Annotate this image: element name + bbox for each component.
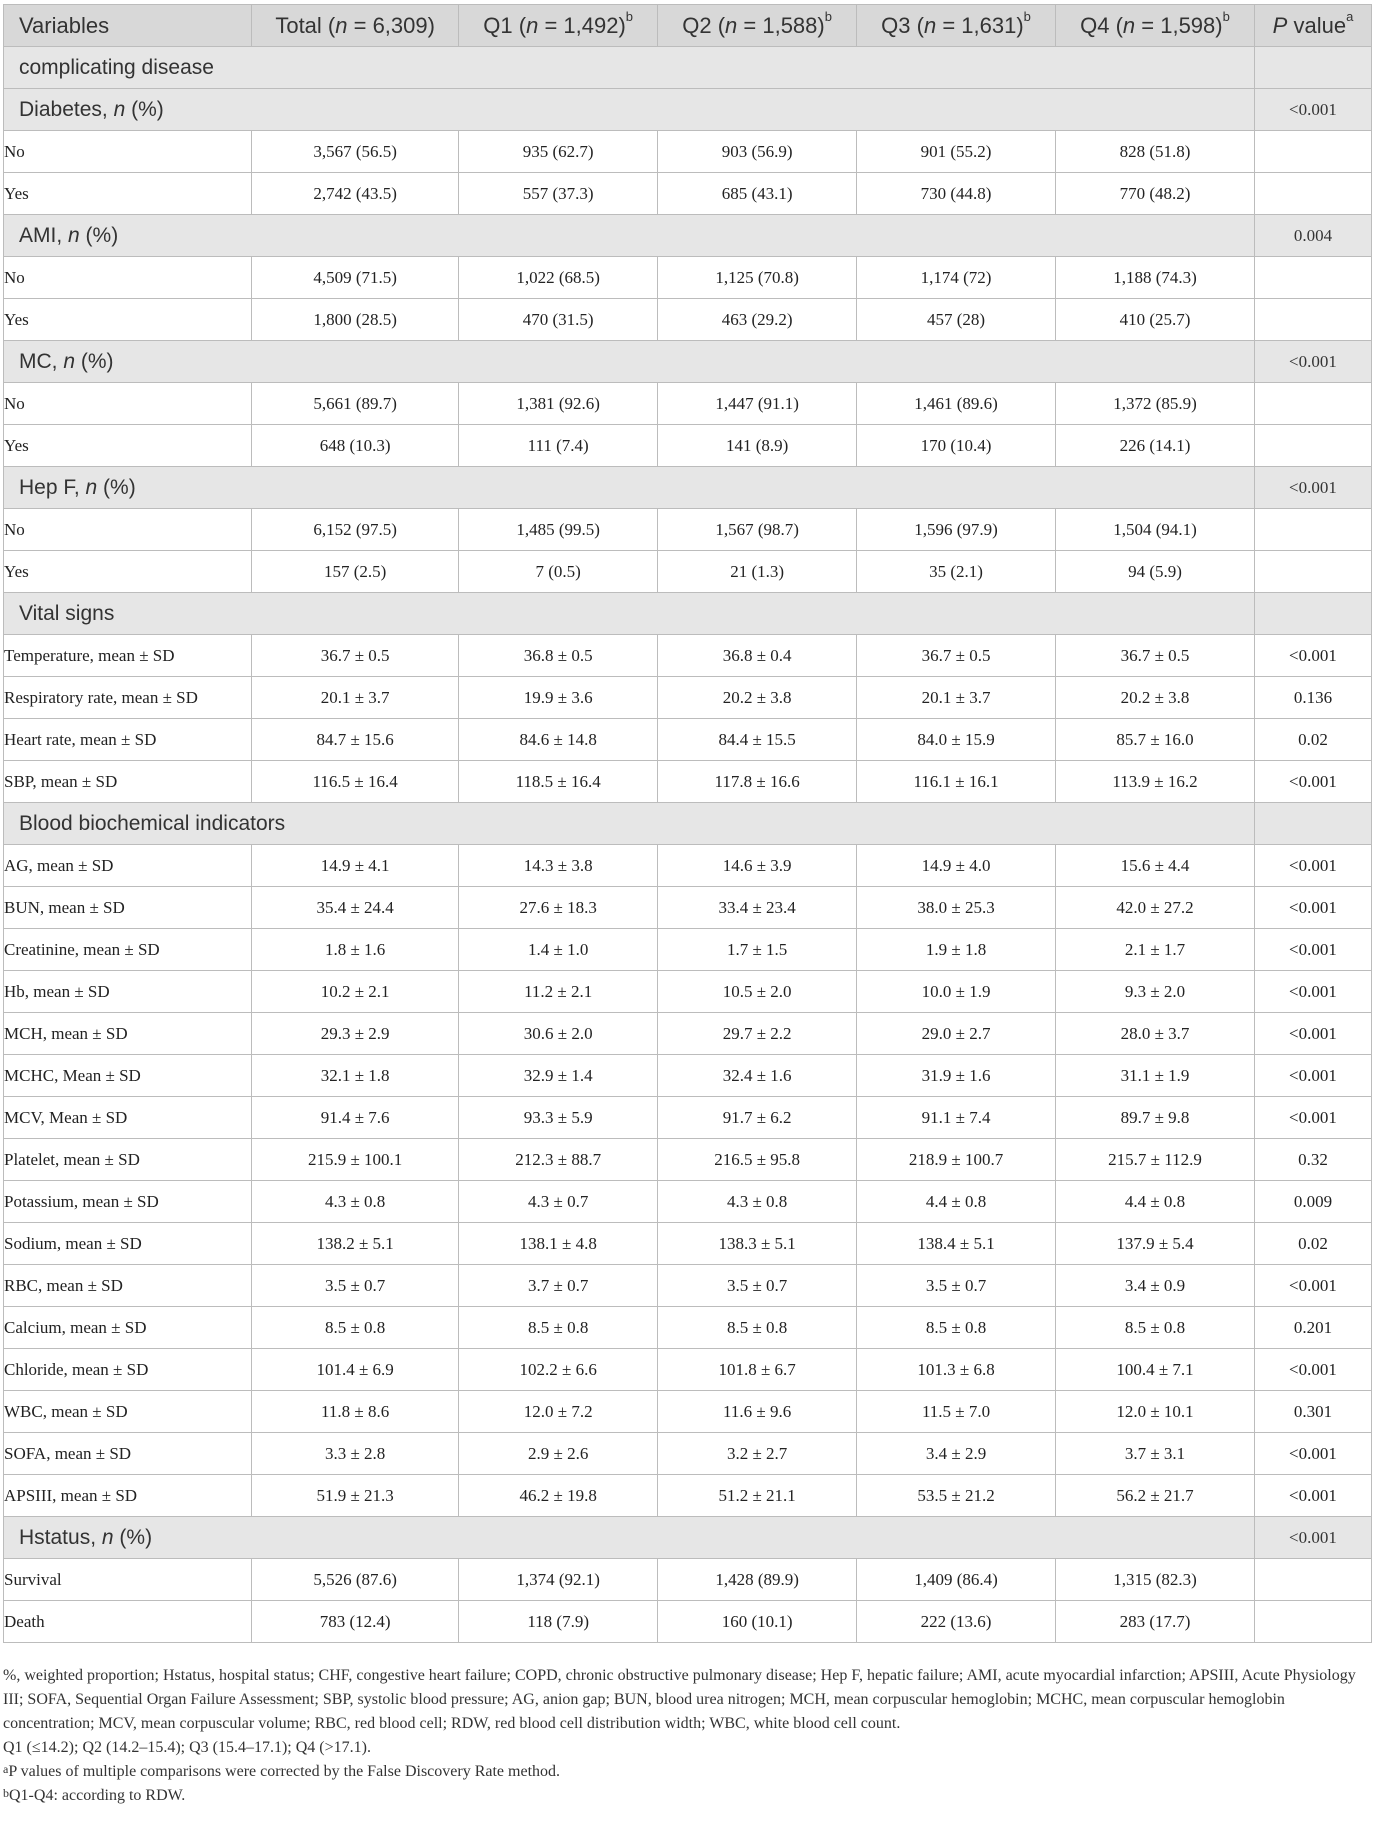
table-cell: 216.5 ± 95.8: [658, 1139, 857, 1181]
p-value-cell: [1254, 131, 1371, 173]
row-label: Calcium, mean ± SD: [4, 1307, 252, 1349]
p-value-cell: 0.02: [1254, 1223, 1371, 1265]
table-cell: 15.6 ± 4.4: [1056, 845, 1255, 887]
footnote-a: $^a$P values of multiple comparisons were corrected by the False Discovery Rate method.: [3, 1762, 561, 1780]
table-cell: 4.4 ± 0.8: [1056, 1181, 1255, 1223]
table-row: [4, 845, 1372, 887]
row-label: No: [4, 257, 252, 299]
table-cell: 8.5 ± 0.8: [252, 1307, 459, 1349]
table-cell: 6,152 (97.5): [252, 509, 459, 551]
table-cell: 5,526 (87.6): [252, 1559, 459, 1601]
header-q3: Q3 (n = 1,631)$^b$: [857, 5, 1056, 47]
table-row: [4, 299, 1372, 341]
table-cell: 10.0 ± 1.9: [857, 971, 1056, 1013]
section-title: Hstatus, n (%): [4, 1517, 1255, 1559]
section-title: complicating disease: [4, 47, 1255, 89]
table-cell: 3.3 ± 2.8: [252, 1433, 459, 1475]
header-total: Total (n = 6,309): [252, 5, 459, 47]
table-cell: 51.9 ± 21.3: [252, 1475, 459, 1517]
table-row: [4, 1055, 1372, 1097]
p-value-cell: <0.001: [1254, 1097, 1371, 1139]
section-header-row: [4, 215, 1372, 257]
table-cell: 32.1 ± 1.8: [252, 1055, 459, 1097]
section-header-row: [4, 803, 1372, 845]
table-cell: 138.2 ± 5.1: [252, 1223, 459, 1265]
table-row: [4, 131, 1372, 173]
row-label: MCHC, Mean ± SD: [4, 1055, 252, 1097]
table-cell: 828 (51.8): [1056, 131, 1255, 173]
p-value-cell: 0.32: [1254, 1139, 1371, 1181]
section-p-value: <0.001: [1254, 341, 1371, 383]
table-cell: 94 (5.9): [1056, 551, 1255, 593]
table-row: [4, 761, 1372, 803]
table-cell: 46.2 ± 19.8: [459, 1475, 658, 1517]
table-cell: 648 (10.3): [252, 425, 459, 467]
table-cell: 226 (14.1): [1056, 425, 1255, 467]
table-cell: 32.4 ± 1.6: [658, 1055, 857, 1097]
table-cell: 3.7 ± 0.7: [459, 1265, 658, 1307]
p-value-cell: <0.001: [1254, 761, 1371, 803]
data-table: [3, 4, 1372, 1643]
table-cell: 14.9 ± 4.0: [857, 845, 1056, 887]
table-cell: 56.2 ± 21.7: [1056, 1475, 1255, 1517]
section-header-row: [4, 341, 1372, 383]
row-label: SOFA, mean ± SD: [4, 1433, 252, 1475]
table-cell: 29.0 ± 2.7: [857, 1013, 1056, 1055]
row-label: Sodium, mean ± SD: [4, 1223, 252, 1265]
table-cell: 8.5 ± 0.8: [459, 1307, 658, 1349]
table-cell: 113.9 ± 16.2: [1056, 761, 1255, 803]
table-cell: 116.5 ± 16.4: [252, 761, 459, 803]
table-cell: 20.1 ± 3.7: [857, 677, 1056, 719]
table-row: [4, 1139, 1372, 1181]
table-cell: 1,381 (92.6): [459, 383, 658, 425]
table-row: [4, 1223, 1372, 1265]
table-cell: 730 (44.8): [857, 173, 1056, 215]
table-cell: 12.0 ± 7.2: [459, 1391, 658, 1433]
table-cell: 8.5 ± 0.8: [658, 1307, 857, 1349]
table-row: [4, 887, 1372, 929]
table-cell: 91.7 ± 6.2: [658, 1097, 857, 1139]
table-cell: 463 (29.2): [658, 299, 857, 341]
table-cell: 157 (2.5): [252, 551, 459, 593]
table-cell: 3.4 ± 2.9: [857, 1433, 1056, 1475]
table-cell: 85.7 ± 16.0: [1056, 719, 1255, 761]
section-p-value: [1254, 47, 1371, 89]
table-cell: 1,022 (68.5): [459, 257, 658, 299]
table-cell: 685 (43.1): [658, 173, 857, 215]
table-row: [4, 1391, 1372, 1433]
table-cell: 1,596 (97.9): [857, 509, 1056, 551]
table-cell: 10.2 ± 2.1: [252, 971, 459, 1013]
table-cell: 770 (48.2): [1056, 173, 1255, 215]
table-cell: 470 (31.5): [459, 299, 658, 341]
table-cell: 118.5 ± 16.4: [459, 761, 658, 803]
section-header-row: [4, 593, 1372, 635]
table-cell: 89.7 ± 9.8: [1056, 1097, 1255, 1139]
table-cell: 31.9 ± 1.6: [857, 1055, 1056, 1097]
table-row: [4, 551, 1372, 593]
row-label: WBC, mean ± SD: [4, 1391, 252, 1433]
footnote-b: $^b$Q1-Q4: according to RDW.: [3, 1786, 186, 1804]
table-cell: 5,661 (89.7): [252, 383, 459, 425]
table-cell: 457 (28): [857, 299, 1056, 341]
table-cell: 7 (0.5): [459, 551, 658, 593]
section-title: AMI, n (%): [4, 215, 1255, 257]
table-cell: 8.5 ± 0.8: [1056, 1307, 1255, 1349]
table-cell: 783 (12.4): [252, 1601, 459, 1643]
table-cell: 1.4 ± 1.0: [459, 929, 658, 971]
table-cell: 557 (37.3): [459, 173, 658, 215]
p-value-cell: <0.001: [1254, 929, 1371, 971]
table-cell: 84.4 ± 15.5: [658, 719, 857, 761]
table-cell: 36.7 ± 0.5: [1056, 635, 1255, 677]
table-cell: 215.9 ± 100.1: [252, 1139, 459, 1181]
row-label: No: [4, 131, 252, 173]
table-cell: 1,374 (92.1): [459, 1559, 658, 1601]
row-label: Creatinine, mean ± SD: [4, 929, 252, 971]
p-value-cell: [1254, 1559, 1371, 1601]
table-cell: 215.7 ± 112.9: [1056, 1139, 1255, 1181]
table-cell: 102.2 ± 6.6: [459, 1349, 658, 1391]
table-cell: 53.5 ± 21.2: [857, 1475, 1056, 1517]
table-cell: 101.3 ± 6.8: [857, 1349, 1056, 1391]
table-row: [4, 383, 1372, 425]
row-label: Platelet, mean ± SD: [4, 1139, 252, 1181]
row-label: No: [4, 383, 252, 425]
section-p-value: <0.001: [1254, 467, 1371, 509]
table-row: [4, 1601, 1372, 1643]
row-label: Hb, mean ± SD: [4, 971, 252, 1013]
section-p-value: 0.004: [1254, 215, 1371, 257]
row-label: Potassium, mean ± SD: [4, 1181, 252, 1223]
table-row: [4, 971, 1372, 1013]
p-value-cell: <0.001: [1254, 635, 1371, 677]
table-cell: 29.7 ± 2.2: [658, 1013, 857, 1055]
row-label: Yes: [4, 299, 252, 341]
table-cell: 410 (25.7): [1056, 299, 1255, 341]
row-label: APSIII, mean ± SD: [4, 1475, 252, 1517]
table-row: [4, 1265, 1372, 1307]
table-cell: 29.3 ± 2.9: [252, 1013, 459, 1055]
table-body: [4, 47, 1372, 1643]
table-row: [4, 1475, 1372, 1517]
table-cell: 84.6 ± 14.8: [459, 719, 658, 761]
header-variables: Variables: [4, 5, 252, 47]
section-p-value: <0.001: [1254, 89, 1371, 131]
table-cell: 28.0 ± 3.7: [1056, 1013, 1255, 1055]
table-row: [4, 719, 1372, 761]
header-row: [4, 5, 1372, 47]
section-p-value: [1254, 593, 1371, 635]
table-cell: 170 (10.4): [857, 425, 1056, 467]
row-label: RBC, mean ± SD: [4, 1265, 252, 1307]
table-cell: 138.4 ± 5.1: [857, 1223, 1056, 1265]
p-value-cell: <0.001: [1254, 1265, 1371, 1307]
row-label: AG, mean ± SD: [4, 845, 252, 887]
table-cell: 1,409 (86.4): [857, 1559, 1056, 1601]
row-label: BUN, mean ± SD: [4, 887, 252, 929]
table-cell: 91.1 ± 7.4: [857, 1097, 1056, 1139]
table-cell: 1,461 (89.6): [857, 383, 1056, 425]
table-cell: 19.9 ± 3.6: [459, 677, 658, 719]
table-cell: 935 (62.7): [459, 131, 658, 173]
table-cell: 42.0 ± 27.2: [1056, 887, 1255, 929]
p-value-cell: <0.001: [1254, 1055, 1371, 1097]
section-p-value: [1254, 803, 1371, 845]
table-cell: 137.9 ± 5.4: [1056, 1223, 1255, 1265]
table-cell: 138.3 ± 5.1: [658, 1223, 857, 1265]
footnotes: [3, 1664, 1372, 1808]
table-cell: 3.5 ± 0.7: [252, 1265, 459, 1307]
table-cell: 4.3 ± 0.8: [252, 1181, 459, 1223]
row-label: Temperature, mean ± SD: [4, 635, 252, 677]
section-title: Diabetes, n (%): [4, 89, 1255, 131]
table-cell: 14.6 ± 3.9: [658, 845, 857, 887]
table-cell: 27.6 ± 18.3: [459, 887, 658, 929]
table-cell: 101.8 ± 6.7: [658, 1349, 857, 1391]
p-value-cell: <0.001: [1254, 1013, 1371, 1055]
table-cell: 14.9 ± 4.1: [252, 845, 459, 887]
p-value-cell: 0.136: [1254, 677, 1371, 719]
table-cell: 11.5 ± 7.0: [857, 1391, 1056, 1433]
table-cell: 100.4 ± 7.1: [1056, 1349, 1255, 1391]
table-cell: 4.3 ± 0.8: [658, 1181, 857, 1223]
header-q2: Q2 (n = 1,588)$^b$: [658, 5, 857, 47]
row-label: MCH, mean ± SD: [4, 1013, 252, 1055]
row-label: Death: [4, 1601, 252, 1643]
table-row: [4, 1433, 1372, 1475]
table-cell: 117.8 ± 16.6: [658, 761, 857, 803]
table-cell: 33.4 ± 23.4: [658, 887, 857, 929]
table-cell: 9.3 ± 2.0: [1056, 971, 1255, 1013]
table-cell: 160 (10.1): [658, 1601, 857, 1643]
p-value-cell: [1254, 383, 1371, 425]
table-row: [4, 635, 1372, 677]
table-cell: 1,428 (89.9): [658, 1559, 857, 1601]
table-cell: 1.8 ± 1.6: [252, 929, 459, 971]
table-cell: 35.4 ± 24.4: [252, 887, 459, 929]
p-value-cell: [1254, 425, 1371, 467]
table-cell: 36.7 ± 0.5: [857, 635, 1056, 677]
table-cell: 32.9 ± 1.4: [459, 1055, 658, 1097]
row-label: Heart rate, mean ± SD: [4, 719, 252, 761]
table-cell: 10.5 ± 2.0: [658, 971, 857, 1013]
table-row: [4, 1181, 1372, 1223]
table-cell: 903 (56.9): [658, 131, 857, 173]
table-cell: 2,742 (43.5): [252, 173, 459, 215]
table-cell: 141 (8.9): [658, 425, 857, 467]
table-cell: 101.4 ± 6.9: [252, 1349, 459, 1391]
table-row: [4, 257, 1372, 299]
p-value-cell: <0.001: [1254, 845, 1371, 887]
table-cell: 138.1 ± 4.8: [459, 1223, 658, 1265]
table-cell: 20.2 ± 3.8: [658, 677, 857, 719]
table-cell: 51.2 ± 21.1: [658, 1475, 857, 1517]
table-row: [4, 1559, 1372, 1601]
p-value-cell: [1254, 257, 1371, 299]
table-cell: 35 (2.1): [857, 551, 1056, 593]
table-cell: 1,315 (82.3): [1056, 1559, 1255, 1601]
table-cell: 38.0 ± 25.3: [857, 887, 1056, 929]
table-cell: 12.0 ± 10.1: [1056, 1391, 1255, 1433]
table-cell: 91.4 ± 7.6: [252, 1097, 459, 1139]
row-label: SBP, mean ± SD: [4, 761, 252, 803]
section-title: Blood biochemical indicators: [4, 803, 1255, 845]
header-q4: Q4 (n = 1,598)$^b$: [1056, 5, 1255, 47]
section-header-row: [4, 89, 1372, 131]
table-cell: 1,567 (98.7): [658, 509, 857, 551]
table-row: [4, 425, 1372, 467]
table-cell: 14.3 ± 3.8: [459, 845, 658, 887]
table-cell: 222 (13.6): [857, 1601, 1056, 1643]
table-cell: 11.8 ± 8.6: [252, 1391, 459, 1433]
table-cell: 3.5 ± 0.7: [658, 1265, 857, 1307]
table-cell: 1,800 (28.5): [252, 299, 459, 341]
table-cell: 2.1 ± 1.7: [1056, 929, 1255, 971]
table-cell: 1,174 (72): [857, 257, 1056, 299]
table-cell: 1,188 (74.3): [1056, 257, 1255, 299]
table-cell: 84.0 ± 15.9: [857, 719, 1056, 761]
table-cell: 218.9 ± 100.7: [857, 1139, 1056, 1181]
table-row: [4, 1013, 1372, 1055]
table-cell: 21 (1.3): [658, 551, 857, 593]
table-cell: 118 (7.9): [459, 1601, 658, 1643]
table-cell: 3.7 ± 3.1: [1056, 1433, 1255, 1475]
p-value-cell: <0.001: [1254, 1349, 1371, 1391]
row-label: Survival: [4, 1559, 252, 1601]
table-row: [4, 677, 1372, 719]
row-label: Yes: [4, 173, 252, 215]
table-cell: 1.9 ± 1.8: [857, 929, 1056, 971]
row-label: No: [4, 509, 252, 551]
section-title: Vital signs: [4, 593, 1255, 635]
table-cell: 3.4 ± 0.9: [1056, 1265, 1255, 1307]
table-row: [4, 1097, 1372, 1139]
table-cell: 11.2 ± 2.1: [459, 971, 658, 1013]
footnote-quartiles: Q1 (≤14.2); Q2 (14.2–15.4); Q3 (15.4–17.1); Q4 (>17.1).: [3, 1739, 371, 1756]
table-cell: 1,125 (70.8): [658, 257, 857, 299]
section-title: MC, n (%): [4, 341, 1255, 383]
p-value-cell: [1254, 551, 1371, 593]
section-header-row: [4, 1517, 1372, 1559]
table-row: [4, 1307, 1372, 1349]
table-cell: 901 (55.2): [857, 131, 1056, 173]
table-cell: 84.7 ± 15.6: [252, 719, 459, 761]
p-value-cell: <0.001: [1254, 1475, 1371, 1517]
table-cell: 20.2 ± 3.8: [1056, 677, 1255, 719]
header-q1: Q1 (n = 1,492)$^b$: [459, 5, 658, 47]
p-value-cell: [1254, 299, 1371, 341]
row-label: MCV, Mean ± SD: [4, 1097, 252, 1139]
table-row: [4, 173, 1372, 215]
header-p-value: P value$^a$: [1254, 5, 1371, 47]
table-cell: 1,485 (99.5): [459, 509, 658, 551]
table-cell: 1,372 (85.9): [1056, 383, 1255, 425]
table-cell: 283 (17.7): [1056, 1601, 1255, 1643]
table-cell: 1,504 (94.1): [1056, 509, 1255, 551]
table-cell: 11.6 ± 9.6: [658, 1391, 857, 1433]
section-title: Hep F, n (%): [4, 467, 1255, 509]
p-value-cell: [1254, 1601, 1371, 1643]
table-cell: 1.7 ± 1.5: [658, 929, 857, 971]
row-label: Chloride, mean ± SD: [4, 1349, 252, 1391]
section-p-value: <0.001: [1254, 1517, 1371, 1559]
section-header-row: [4, 467, 1372, 509]
table-cell: 3,567 (56.5): [252, 131, 459, 173]
table-cell: 111 (7.4): [459, 425, 658, 467]
table-row: [4, 509, 1372, 551]
table-cell: 2.9 ± 2.6: [459, 1433, 658, 1475]
p-value-cell: [1254, 509, 1371, 551]
section-header-row: [4, 47, 1372, 89]
p-value-cell: 0.301: [1254, 1391, 1371, 1433]
row-label: Yes: [4, 425, 252, 467]
row-label: Yes: [4, 551, 252, 593]
table-cell: 3.5 ± 0.7: [857, 1265, 1056, 1307]
footnote-abbreviations: %, weighted proportion; Hstatus, hospital status; CHF, congestive heart failure; COPD, chronic obstructive pulmonary disease; Hep F, hepatic failure; AMI, acute myocardial infarction; APSIII, Acute Physiology III; SOFA, Sequential Organ Failure Assessment; SBP, systolic blood pressure; AG, anion gap; BUN, blood urea nitrogen; MCH, mean corpuscular hemoglobin; MCHC, mean corpuscular hemoglobin concentration; MCV, mean corpuscular volume; RBC, red blood cell; RDW, red blood cell distribution width; WBC, white blood cell count.: [3, 1667, 1356, 1732]
table-cell: 31.1 ± 1.9: [1056, 1055, 1255, 1097]
p-value-cell: 0.201: [1254, 1307, 1371, 1349]
p-value-cell: 0.009: [1254, 1181, 1371, 1223]
p-value-cell: 0.02: [1254, 719, 1371, 761]
p-value-cell: <0.001: [1254, 1433, 1371, 1475]
p-value-cell: [1254, 173, 1371, 215]
table-cell: 4,509 (71.5): [252, 257, 459, 299]
table-cell: 212.3 ± 88.7: [459, 1139, 658, 1181]
row-label: Respiratory rate, mean ± SD: [4, 677, 252, 719]
table-cell: 30.6 ± 2.0: [459, 1013, 658, 1055]
table-cell: 36.8 ± 0.4: [658, 635, 857, 677]
table-row: [4, 929, 1372, 971]
table-cell: 36.8 ± 0.5: [459, 635, 658, 677]
table-cell: 8.5 ± 0.8: [857, 1307, 1056, 1349]
table-row: [4, 1349, 1372, 1391]
table-cell: 4.3 ± 0.7: [459, 1181, 658, 1223]
table-cell: 4.4 ± 0.8: [857, 1181, 1056, 1223]
table-cell: 93.3 ± 5.9: [459, 1097, 658, 1139]
p-value-cell: <0.001: [1254, 887, 1371, 929]
p-value-cell: <0.001: [1254, 971, 1371, 1013]
table-cell: 20.1 ± 3.7: [252, 677, 459, 719]
table-cell: 3.2 ± 2.7: [658, 1433, 857, 1475]
table-cell: 1,447 (91.1): [658, 383, 857, 425]
table-cell: 36.7 ± 0.5: [252, 635, 459, 677]
table-cell: 116.1 ± 16.1: [857, 761, 1056, 803]
